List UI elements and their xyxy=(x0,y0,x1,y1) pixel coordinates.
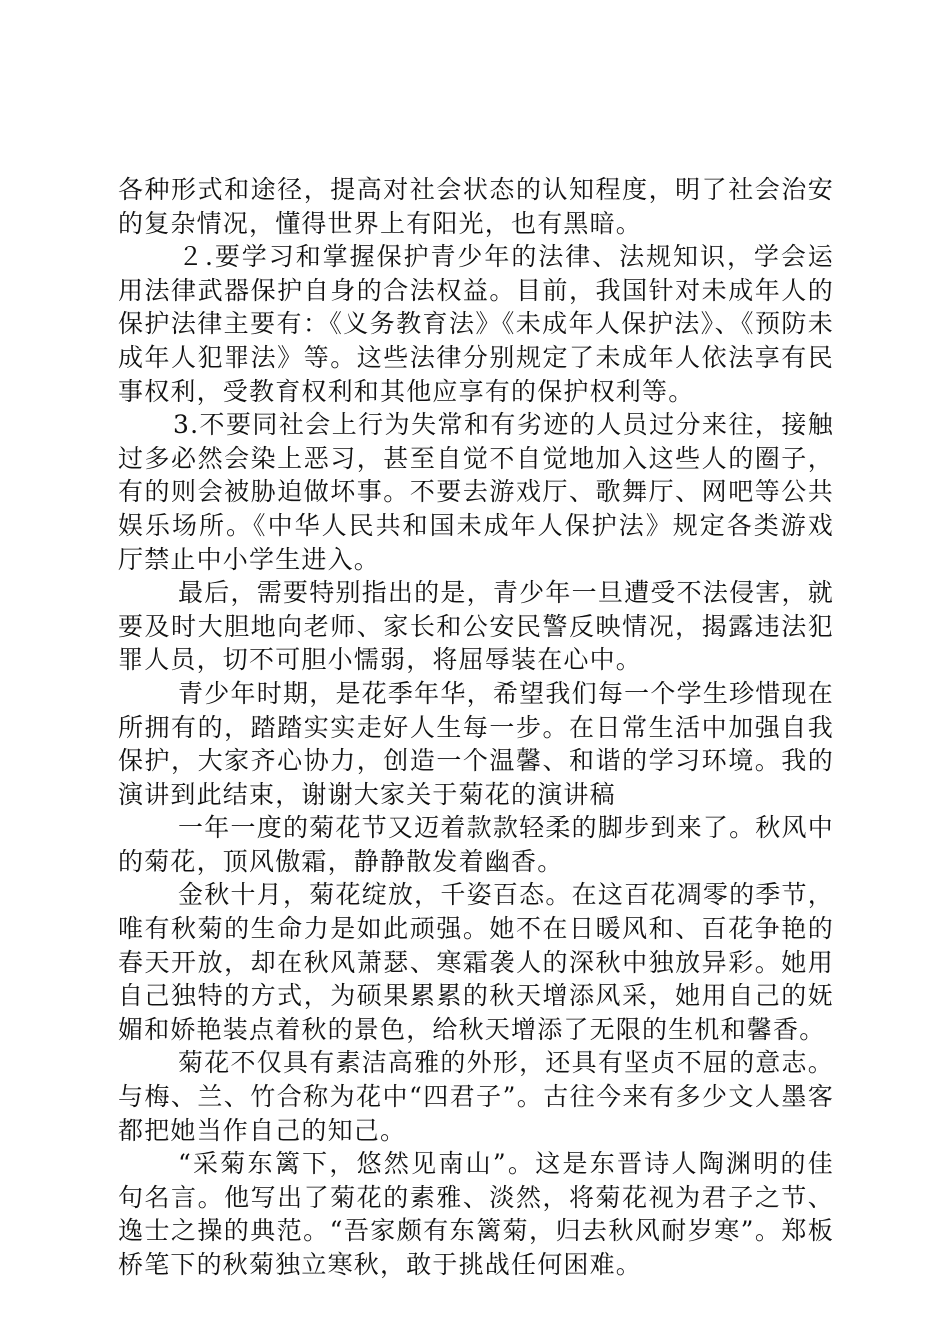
paragraph-golden-autumn: 金秋十月，菊花绽放，千姿百态。在这百花凋零的季节，唯有秋菊的生命力是如此顽强。她不在日暖风和、百花争艳的春天开放，却在秋风萧瑟、寒霜袭人的深秋中独放异彩。她用自己独特的方式，为硕果累累的秋天增添风采，她用自己的妩媚和娇艳装点着秋的景色，给秋天增添了无限的生机和馨香。 xyxy=(118,880,834,1044)
paragraph-four-gentlemen: 菊花不仅具有素洁高雅的外形，还具有坚贞不屈的意志。与梅、兰、竹合称为花中“四君子”。古往今来有多少文人墨客都把她当作自己的知己。 xyxy=(118,1048,834,1145)
body-text xyxy=(118,173,834,1282)
paragraph-item-2: ２.要学习和掌握保护青少年的法律、法规知识，学会运用法律武器保护自身的合法权益。目前，我国针对未成年人的保护法律主要有：《义务教育法》《未成年人保护法》、《预防未成年人犯罪法》等。这些法律分别规定了未成年人依法享有民事权利，受教育权利和其他应享有的保护权利等。 xyxy=(118,242,834,406)
paragraph-item-3: 3.不要同社会上行为失常和有劣迹的人员过分来往，接触过多必然会染上恶习，甚至自觉不自觉地加入这些人的圈子，有的则会被胁迫做坏事。不要去游戏厅、歌舞厅、网吧等公共娱乐场所。《中华人民共和国未成年人保护法》规定各类游戏厅禁止中小学生进入。 xyxy=(118,410,834,574)
paragraph-chrysanthemum-intro: 一年一度的菊花节又迈着款款轻柔的脚步到来了。秋风中的菊花，顶风傲霜，静静散发着幽香。 xyxy=(118,813,834,876)
paragraph-continuation: 各种形式和途径，提高对社会状态的认知程度，明了社会治安的复杂情况，懂得世界上有阳光，也有黑暗。 xyxy=(118,175,834,238)
paragraph-conclusion: 青少年时期，是花季年华，希望我们每一个学生珍惜现在所拥有的，踏踏实实走好人生每一步。在日常生活中加强自我保护，大家齐心协力，创造一个温馨、和谐的学习环境。我的演讲到此结束，谢谢大家关于菊花的演讲稿 xyxy=(118,678,834,809)
paragraph-finally: 最后，需要特别指出的是，青少年一旦遭受不法侵害，就要及时大胆地向老师、家长和公安民警反映情况，揭露违法犯罪人员，切不可胆小懦弱，将屈辱装在心中。 xyxy=(118,578,834,675)
paragraph-poetry: “采菊东篱下，悠然见南山”。这是东晋诗人陶渊明的佳句名言。他写出了菊花的素雅、淡然，将菊花视为君子之节、逸士之操的典范。“吾家颇有东篱菊，归去秋风耐岁寒”。郑板桥笔下的秋菊独立寒秋，敢于挑战任何困难。 xyxy=(118,1149,834,1279)
